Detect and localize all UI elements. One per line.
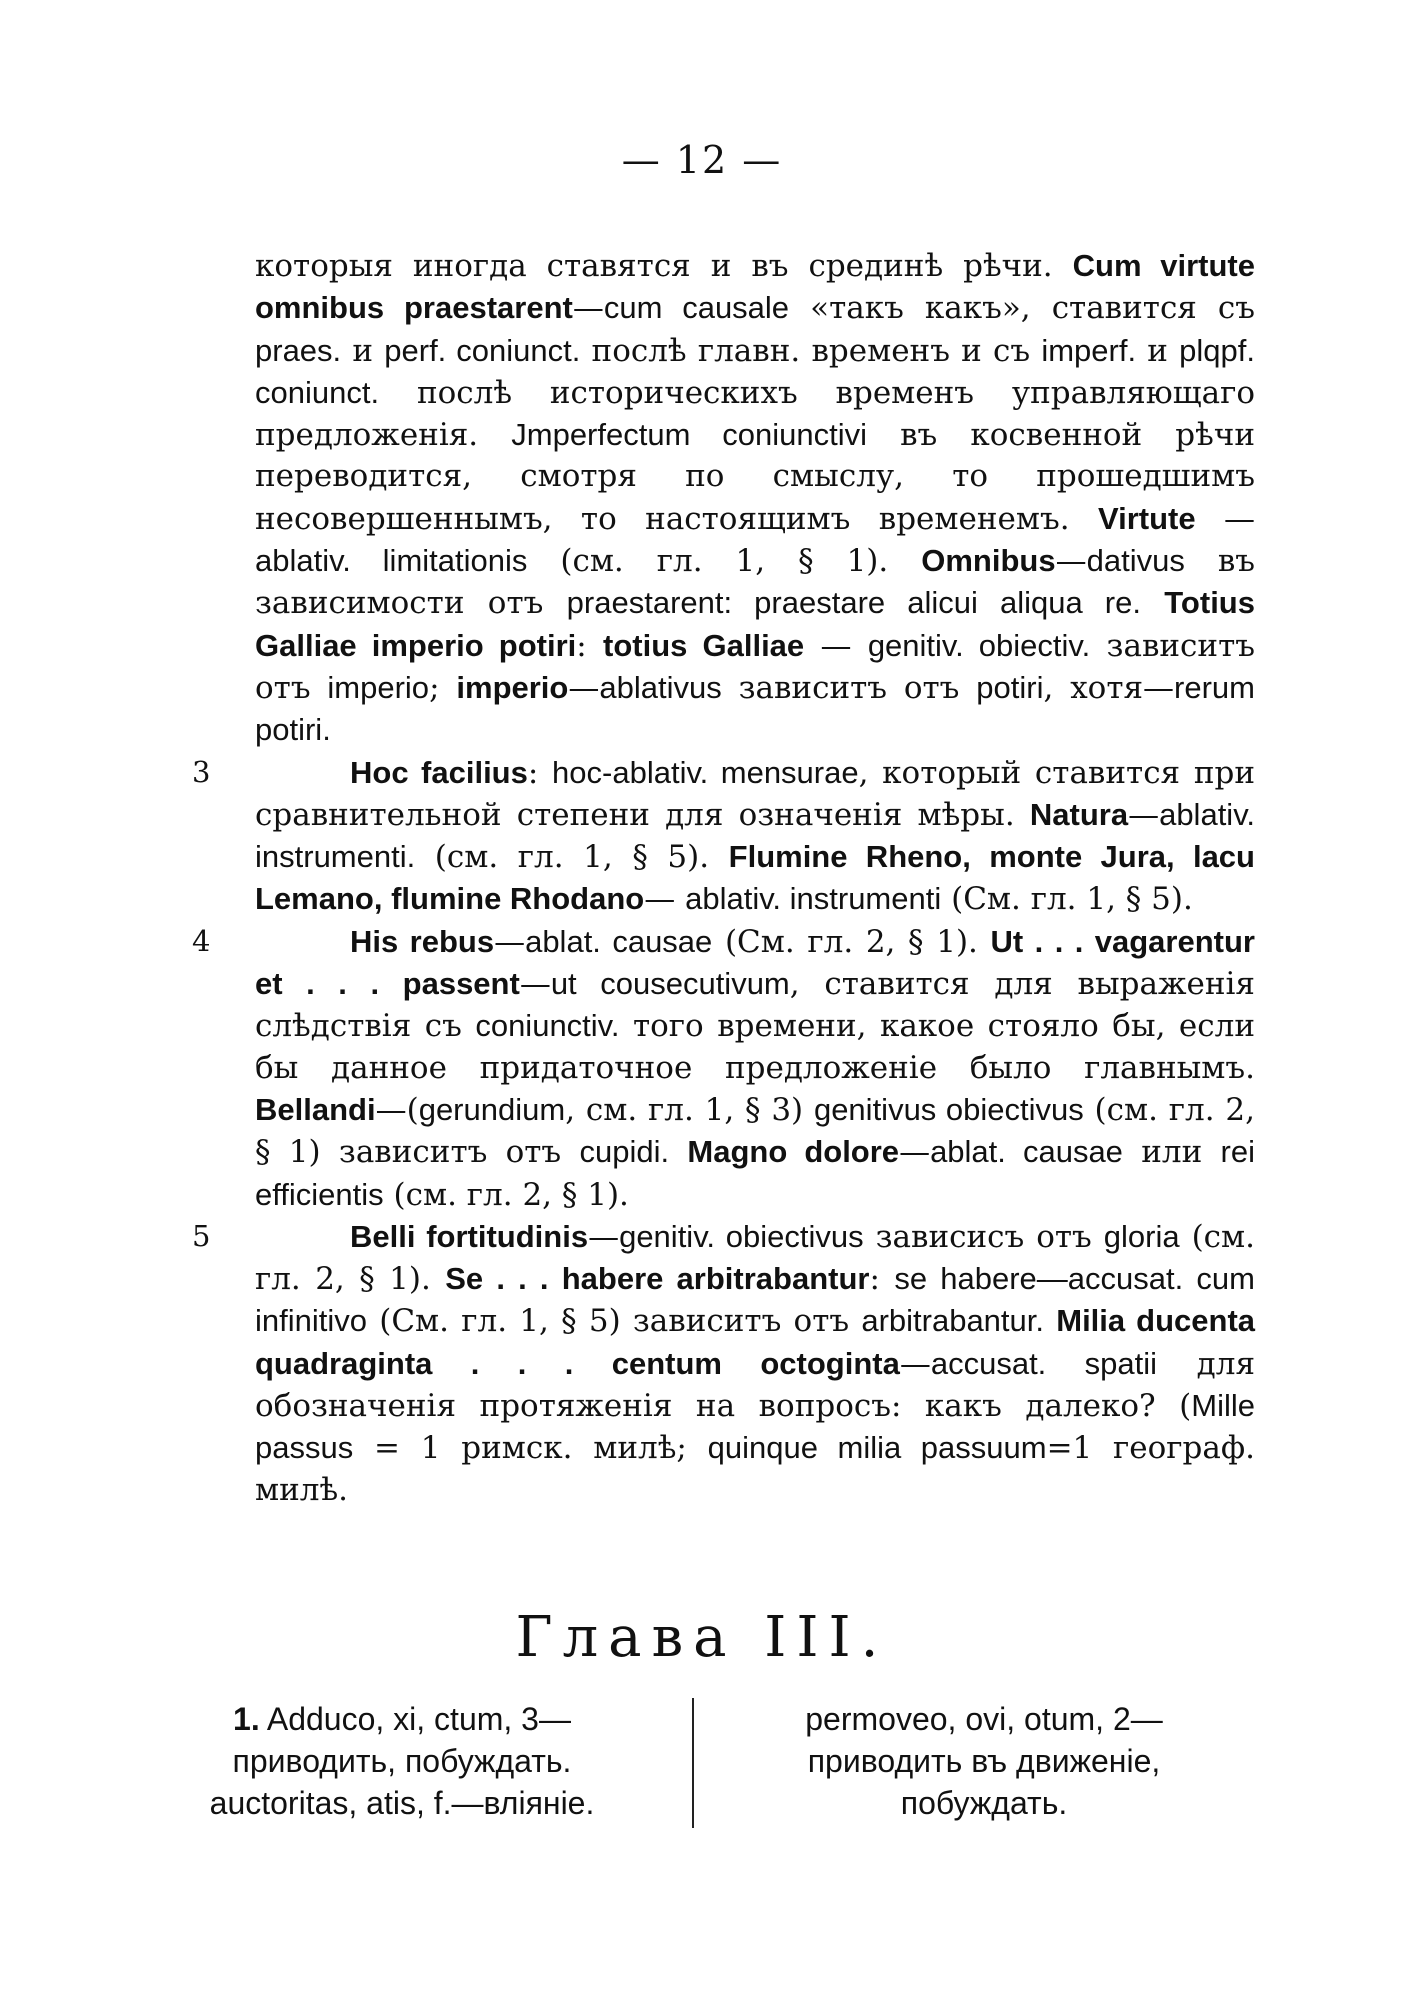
bold-latin-phrase: Magno dolore — [687, 1134, 900, 1170]
latin-term: rerum potiri. — [255, 669, 1255, 748]
latin-term: imperf. — [1041, 332, 1137, 368]
text-run: (см. гл. 2, § 1) зависитъ отъ — [255, 1091, 1255, 1171]
bold-latin-phrase: totius Galliae — [603, 627, 805, 663]
text-run: для обозначенія протяженія на вопросъ: какъ далеко? ( — [255, 1345, 1255, 1425]
text-run: — — [644, 881, 686, 918]
latin-term: accusat. spatii — [930, 1345, 1158, 1381]
vocabulary-line: auctoritas, atis, f.—вліяніе. — [209, 1785, 595, 1821]
bold-latin-phrase: His rebus — [350, 923, 495, 959]
commentary-note — [192, 921, 1255, 1216]
text-run — [669, 1134, 687, 1170]
latin-term: plqpf. coniunct. — [255, 332, 1255, 410]
vocabulary-entry: Adduco, xi, ctum, 3— — [266, 1701, 571, 1737]
bold-latin-phrase: Cum virtute omnibus praestarent — [255, 248, 1255, 326]
text-run: : — [576, 627, 604, 664]
latin-term: ut cousecutivum — [550, 966, 790, 1002]
text-run: въ косвенной рѣчи переводится, смотря по смыслу, то прошедшимъ несовершеннымъ, то настоящимъ временемъ. — [255, 417, 1256, 537]
commentary-intro-paragraph — [255, 245, 1255, 752]
text-run: послѣ историческихъ временъ управляющаго предложенія. — [255, 374, 1255, 454]
text-run: : — [869, 1261, 895, 1298]
text-run: «такъ какъ», ставится съ — [789, 290, 1256, 327]
latin-term: praes. — [255, 332, 342, 368]
vocabulary-left-column — [132, 1698, 672, 1828]
note-number: 3 — [192, 754, 211, 789]
vocabulary-line — [132, 1698, 672, 1740]
text-run: — — [899, 1134, 931, 1171]
bold-latin-phrase: Se . . . habere arbitrabantur — [445, 1261, 870, 1297]
text-run: и — [1136, 332, 1180, 369]
latin-term: ablativ. instrumenti. — [255, 796, 1255, 875]
latin-term: cupidi. — [579, 1134, 670, 1170]
latin-term: ablat. causae — [525, 923, 713, 959]
text-run: зависитъ отъ — [721, 669, 977, 706]
latin-term: gerundium — [418, 1091, 566, 1127]
latin-term: dativus — [1086, 543, 1185, 579]
text-run: — — [899, 1345, 931, 1382]
text-run: — — [568, 669, 600, 706]
bold-latin-phrase: Natura — [1029, 796, 1129, 832]
commentary-notes — [192, 752, 1256, 1511]
vocabulary-line: побуждать. — [900, 1785, 1068, 1821]
commentary-block — [192, 245, 1256, 1511]
latin-term: genitiv. obiectiv. — [867, 627, 1091, 663]
bold-latin-phrase: Bellandi — [255, 1091, 376, 1127]
vocabulary-section — [132, 1698, 1262, 1828]
latin-term: gloria — [1103, 1218, 1180, 1254]
latin-term: quinque milia passuum — [707, 1430, 1047, 1466]
text-run — [1044, 1303, 1056, 1339]
column-divider — [692, 1698, 694, 1828]
text-run: =1 географ. милѣ. — [255, 1430, 1255, 1508]
text-run: — — [519, 966, 551, 1003]
text-run: ; — [429, 669, 457, 706]
text-run: , хотя— — [1043, 669, 1175, 706]
latin-term: Mille passus — [255, 1388, 1255, 1466]
text-run: послѣ главн. временъ и съ — [580, 332, 1042, 369]
latin-term: potiri — [976, 669, 1044, 705]
text-run: , который ставится при сравнительной степени для означенія мѣры. — [255, 754, 1255, 833]
vocabulary-line: приводить въ движеніе, — [807, 1743, 1161, 1779]
text-run: — — [494, 923, 526, 960]
latin-term: ablat. causae — [930, 1134, 1123, 1170]
note-number: 4 — [192, 923, 211, 958]
text-run: (см. гл. 2, § 1). — [255, 1218, 1255, 1298]
text-run: (См. гл. 1, § 5) зависитъ отъ — [367, 1303, 862, 1340]
latin-term: hoc-ablativ. mensurae — [552, 754, 859, 790]
latin-term: praestarent: praestare alicui aliqua re. — [566, 585, 1141, 621]
bold-latin-phrase: Hoc facilius — [350, 754, 528, 790]
text-run: —( — [375, 1091, 419, 1128]
latin-term: perf. coniunct. — [384, 332, 581, 368]
latin-term: Jmperfectum coniunctivi — [511, 417, 867, 453]
text-run: (См. гл. 1, § 5). — [941, 881, 1193, 918]
latin-term: genitivus obiectivus — [813, 1091, 1084, 1127]
page-number: — 12 — — [621, 138, 783, 182]
text-run: (см. гл. 1, § 1). — [527, 543, 922, 580]
text-run: — — [1195, 500, 1256, 537]
latin-term: rei efficientis — [255, 1134, 1255, 1212]
bold-latin-phrase: Totius Galliae imperio potiri — [255, 585, 1255, 663]
latin-term: ablativus — [599, 669, 722, 705]
text-run: (См. гл. 2, § 1). — [712, 923, 991, 960]
text-run: — — [572, 290, 604, 327]
text-run: — — [804, 627, 868, 664]
latin-term: ablativ. limitationis — [255, 543, 528, 579]
bold-latin-phrase: imperio — [456, 669, 569, 705]
text-run: (см. гл. 1, § 5). — [415, 839, 729, 876]
bold-latin-phrase: Milia ducenta quadraginta . . . centum octoginta — [255, 1303, 1256, 1381]
bold-latin-phrase: Belli fortitudinis — [350, 1218, 589, 1254]
vocabulary-number: 1. — [233, 1701, 260, 1737]
text-run: = 1 римск. милѣ; — [353, 1430, 708, 1467]
text-run: зависисъ отъ — [863, 1218, 1104, 1255]
text-run — [1141, 585, 1164, 621]
chapter-title: Глава III. — [515, 1605, 889, 1670]
latin-term: ablativ. instrumenti — [685, 881, 942, 917]
latin-term: arbitrabantur. — [861, 1303, 1044, 1339]
text-run: въ зависимости отъ — [255, 543, 1255, 622]
text-run: зависитъ отъ — [255, 627, 1255, 706]
note-number: 5 — [192, 1218, 211, 1253]
text-run: и — [341, 332, 385, 369]
bold-latin-phrase: Virtute — [1097, 500, 1196, 536]
latin-term: imperio — [327, 669, 430, 705]
vocabulary-right-column — [714, 1698, 1254, 1828]
text-run: — — [1128, 796, 1160, 833]
bold-latin-phrase: Omnibus — [921, 543, 1056, 579]
text-run: — — [1055, 543, 1087, 580]
text-run: того времени, какое стояло бы, если бы данное придаточное предложеніе было главнымъ. — [255, 1008, 1255, 1086]
commentary-note — [192, 752, 1255, 921]
latin-term: cum causale — [603, 290, 790, 326]
text-run: , см. гл. 1, § 3) — [565, 1091, 814, 1128]
latin-term: coniunctiv. — [475, 1008, 620, 1044]
text-run: — — [588, 1218, 620, 1255]
latin-term: genitiv. obiectivus — [619, 1218, 864, 1254]
text-run: : — [527, 754, 553, 791]
bold-latin-phrase: Ut . . . vagarentur et . . . passent — [255, 923, 1255, 1002]
text-run: которыя иногда ставятся и въ срединѣ рѣчи. — [255, 248, 1073, 284]
text-run: (см. гл. 2, § 1). — [383, 1176, 629, 1213]
commentary-note — [192, 1216, 1256, 1511]
text-run: , ставится для выраженія слѣдствія съ — [255, 966, 1255, 1045]
bold-latin-phrase: Flumine Rheno, monte Jura, lacu Lemano, flumine Rhodano — [255, 839, 1255, 917]
vocabulary-line: приводить, побуждать. — [232, 1743, 572, 1779]
vocabulary-line: permoveo, ovi, otum, 2— — [805, 1701, 1163, 1737]
latin-term: se habere—accusat. cum infinitivo — [255, 1261, 1255, 1339]
text-run: или — [1122, 1134, 1221, 1171]
